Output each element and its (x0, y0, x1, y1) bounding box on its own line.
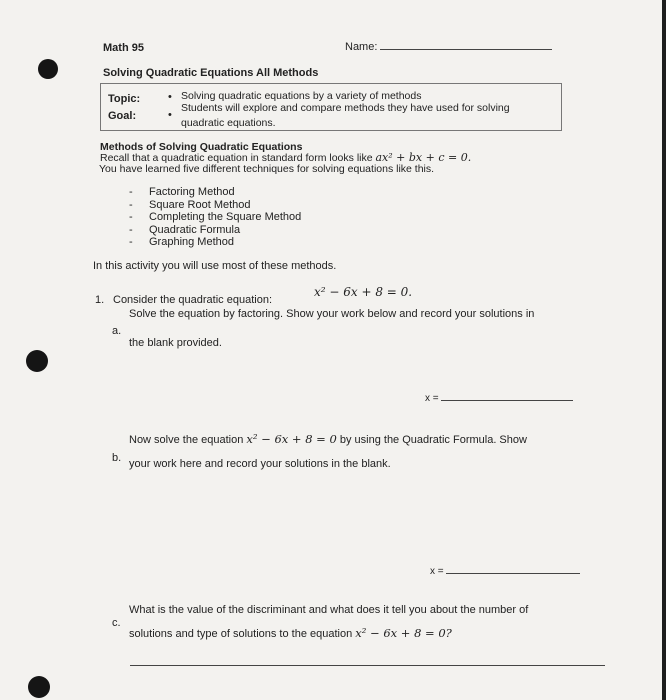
method-quadratic-formula: Quadratic Formula (149, 223, 241, 236)
name-field[interactable] (345, 41, 552, 53)
name-label: Name: (345, 41, 378, 53)
part-c-equation: x² − 6x + 8 = 0? (355, 626, 452, 640)
part-b-text-start: Now solve the equation (129, 434, 244, 446)
method-completing-square: Completing the Square Method (149, 211, 302, 223)
list-bullet: - (129, 211, 133, 223)
method-factoring: Factoring Method (149, 186, 235, 198)
part-b-equation: x² − 6x + 8 = 0 (246, 432, 337, 446)
method-graphing: Graphing Method (149, 236, 234, 248)
activity-intro: In this activity you will use most of these methods. (93, 260, 337, 272)
part-a-text-line-1: Solve the equation by factoring. Show your work below and record your solutions in (129, 308, 535, 320)
list-bullet: - (129, 186, 133, 198)
topic-label: Topic: (108, 93, 141, 105)
list-bullet: - (129, 223, 133, 236)
question-1-equation: x² − 6x + 8 = 0. (314, 285, 413, 299)
goal-bullet-icon: • (168, 109, 172, 121)
topic-bullet-icon: • (168, 91, 172, 103)
punch-hole-bottom (28, 676, 50, 698)
part-c-text-start: solutions and type of solutions to the equation (129, 628, 353, 640)
methods-heading: Methods of Solving Quadratic Equations (100, 141, 303, 153)
part-b-text-end: by using the Quadratic Formula. Show (339, 434, 527, 446)
part-a-answer-blank[interactable] (441, 400, 573, 401)
goal-text-line-2: quadratic equations. (181, 117, 276, 129)
punch-hole-middle (26, 350, 48, 372)
part-b-text-line-2: your work here and record your solutions in the blank. (129, 458, 391, 470)
list-bullet: - (129, 236, 133, 248)
part-a-label: a. (112, 325, 122, 337)
part-b-label: b. (112, 452, 122, 464)
part-c-label: c. (112, 617, 121, 629)
page-title: Solving Quadratic Equations All Methods (103, 67, 319, 79)
recall-text: Recall that a quadratic equation in standard form looks like (100, 152, 373, 164)
question-1-prompt: Consider the quadratic equation: (113, 294, 272, 306)
part-c-text-line-2 (129, 626, 452, 640)
list-item (129, 224, 301, 237)
part-a-text-line-2: the blank provided. (129, 337, 222, 349)
list-item (129, 186, 301, 199)
part-b-text-line-1 (129, 432, 527, 446)
part-c-answer-line[interactable] (130, 665, 605, 666)
part-b-answer-blank[interactable] (446, 573, 580, 574)
punch-hole-top (38, 59, 58, 79)
methods-list (129, 186, 301, 249)
list-item (129, 199, 301, 212)
question-1-number: 1. (95, 294, 105, 306)
course-label: Math 95 (103, 42, 144, 54)
list-item (129, 236, 301, 249)
part-c-text-line-1: What is the value of the discriminant and what does it tell you about the number of (129, 604, 529, 616)
topic-text: Solving quadratic equations by a variety of methods (181, 90, 422, 102)
right-edge-shadow (662, 0, 666, 700)
part-a-answer-label: x = (425, 393, 439, 404)
part-a-answer[interactable] (425, 393, 573, 404)
name-blank[interactable] (380, 49, 552, 50)
standard-form-equation: ax² + bx + c = 0. (375, 151, 472, 164)
part-b-answer[interactable] (430, 566, 580, 577)
list-item (129, 211, 301, 224)
goal-text-line-1: Students will explore and compare methods they have used for solving (181, 102, 510, 114)
part-b-answer-label: x = (430, 566, 444, 577)
method-square-root: Square Root Method (149, 198, 251, 211)
learned-text: You have learned five different techniques for solving equations like this. (99, 163, 435, 175)
list-bullet: - (129, 198, 133, 211)
goal-label: Goal: (108, 110, 137, 122)
